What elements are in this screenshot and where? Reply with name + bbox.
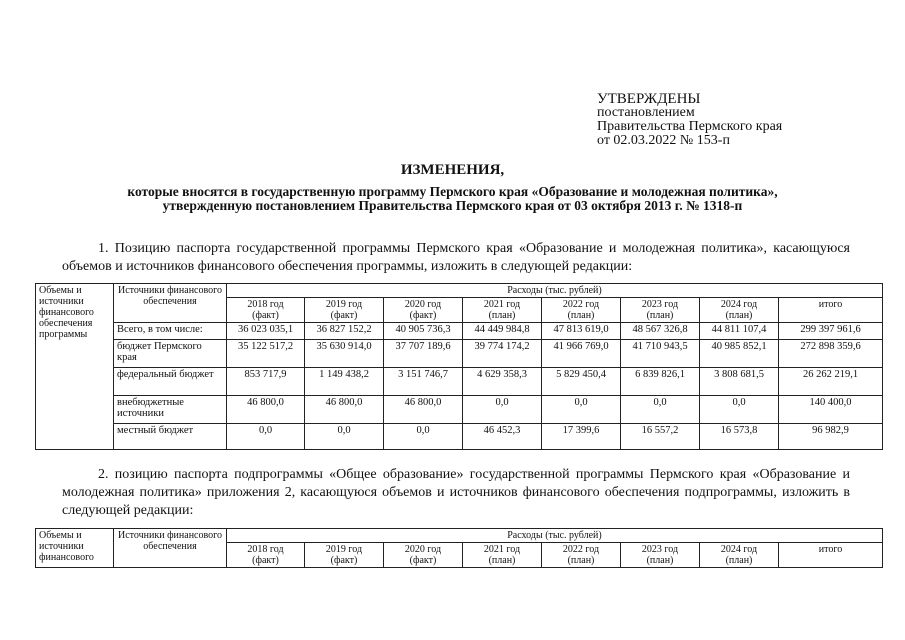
year-header — [621, 298, 700, 323]
approved-date-line: от 02.03.2022 № 153-п — [597, 133, 730, 148]
year-label: 2023 год — [641, 544, 679, 555]
table-cell: 41 710 943,5 — [621, 340, 700, 368]
table-cell: 44 449 984,8 — [463, 323, 542, 340]
year-kind: (план) — [646, 310, 674, 321]
table-header-row — [36, 284, 883, 298]
year-kind: (факт) — [252, 555, 279, 566]
table-cell: 5 829 450,4 — [542, 368, 621, 396]
financing-table-subprogram — [35, 528, 883, 568]
year-kind: (план) — [646, 555, 674, 566]
year-label: 2023 год — [641, 299, 679, 310]
table-cell: 35 630 914,0 — [305, 340, 384, 368]
table-cell: 0,0 — [305, 424, 384, 450]
document-subtitle — [0, 185, 905, 213]
approved-heading: УТВЕРЖДЕНЫ — [597, 91, 701, 107]
subtitle-line-2: утвержденную постановлением Правительства Пермского края от 03 октября 2013 г. № 1318-п — [162, 198, 743, 213]
table-cell: 48 567 326,8 — [621, 323, 700, 340]
year-header — [621, 543, 700, 568]
year-header — [384, 543, 463, 568]
year-label: 2018 год — [247, 544, 284, 555]
year-label: 2019 год — [325, 544, 363, 555]
table-cell: 272 898 359,6 — [779, 340, 883, 368]
row-label: бюджет Пермского края — [114, 340, 227, 368]
year-header — [463, 298, 542, 323]
table-cell: 40 905 736,3 — [384, 323, 463, 340]
table-cell: 16 557,2 — [621, 424, 700, 450]
year-label: 2022 год — [562, 544, 600, 555]
subtitle-line-1: которые вносятся в государственную программу Пермского края «Образование и молодежная политика», — [127, 184, 778, 199]
year-kind: (факт) — [252, 310, 279, 321]
year-label: 2024 год — [720, 544, 758, 555]
row-label: Всего, в том числе: — [114, 323, 227, 340]
table-cell: 16 573,8 — [700, 424, 779, 450]
table-row — [36, 396, 883, 424]
year-kind: (план) — [725, 310, 753, 321]
year-label: 2022 год — [562, 299, 600, 310]
year-header — [700, 298, 779, 323]
table-caption-cell: Объемы и источники финансового обеспечения программы — [36, 284, 114, 450]
table-cell: 47 813 619,0 — [542, 323, 621, 340]
table-cell: 0,0 — [227, 424, 305, 450]
approved-by-line: постановлением — [597, 105, 695, 120]
table-cell: 853 717,9 — [227, 368, 305, 396]
table-cell: 0,0 — [463, 396, 542, 424]
table-cell: 35 122 517,2 — [227, 340, 305, 368]
paragraph-2 — [62, 466, 850, 520]
year-header — [542, 543, 621, 568]
approved-authority-line: Правительства Пермского края — [597, 119, 783, 134]
table-row — [36, 424, 883, 450]
table-cell: 0,0 — [621, 396, 700, 424]
year-label: 2019 год — [325, 299, 363, 310]
year-header — [384, 298, 463, 323]
table-cell: 4 629 358,3 — [463, 368, 542, 396]
paragraph-1-text: 1. Позицию паспорта государственной программы Пермского края «Образование и молодежная политика», касающуюся объемов и источников финансового обеспечения программы, изложить в следующей редакции: — [62, 241, 850, 274]
year-header — [542, 298, 621, 323]
year-header — [227, 298, 305, 323]
table-caption-cell: Объемы и источники финансового — [36, 529, 114, 568]
year-header — [463, 543, 542, 568]
row-label: федеральный бюджет — [114, 368, 227, 396]
table-cell: 3 151 746,7 — [384, 368, 463, 396]
year-label: 2020 год — [404, 299, 442, 310]
table-cell: 1 149 438,2 — [305, 368, 384, 396]
year-kind: (факт) — [330, 555, 358, 566]
paragraph-1 — [62, 240, 850, 276]
expenses-header: Расходы (тыс. рублей) — [227, 529, 883, 543]
sources-header: Источники финансового обеспечения — [114, 284, 227, 323]
approval-stamp — [597, 92, 782, 148]
year-kind: (факт) — [409, 555, 437, 566]
table-row — [36, 323, 883, 340]
table-cell: 6 839 826,1 — [621, 368, 700, 396]
table-cell: 46 452,3 — [463, 424, 542, 450]
year-kind: (план) — [725, 555, 753, 566]
year-label: 2018 год — [247, 299, 284, 310]
paragraph-2-text: 2. позицию паспорта подпрограммы «Общее образование» государственной программы Пермского края «Образование и молодежная политика» приложения 2, касающуюся объемов и источников финансового обеспечения подпрограммы, изложить в следующей редакции: — [62, 467, 850, 518]
year-kind: (факт) — [409, 310, 437, 321]
year-label: 2020 год — [404, 544, 442, 555]
table-row — [36, 368, 883, 396]
table-cell: 96 982,9 — [779, 424, 883, 450]
table-cell: 17 399,6 — [542, 424, 621, 450]
year-header — [305, 543, 384, 568]
table-cell: 40 985 852,1 — [700, 340, 779, 368]
year-label: 2021 год — [483, 299, 521, 310]
total-header: итого — [779, 543, 883, 568]
row-label: внебюджетные источники — [114, 396, 227, 424]
table-cell: 26 262 219,1 — [779, 368, 883, 396]
table-row — [36, 340, 883, 368]
year-header — [700, 543, 779, 568]
year-header — [227, 543, 305, 568]
year-label: 2024 год — [720, 299, 758, 310]
table-cell: 46 800,0 — [227, 396, 305, 424]
table-cell: 46 800,0 — [384, 396, 463, 424]
table-cell: 0,0 — [542, 396, 621, 424]
expenses-header: Расходы (тыс. рублей) — [227, 284, 883, 298]
year-kind: (план) — [488, 555, 516, 566]
table-cell: 44 811 107,4 — [700, 323, 779, 340]
year-kind: (план) — [567, 555, 595, 566]
table-cell: 299 397 961,6 — [779, 323, 883, 340]
year-label: 2021 год — [483, 544, 521, 555]
financing-table-program — [35, 283, 883, 450]
table-cell: 0,0 — [384, 424, 463, 450]
table-cell: 37 707 189,6 — [384, 340, 463, 368]
document-title: ИЗМЕНЕНИЯ, — [400, 162, 505, 178]
table-cell: 36 827 152,2 — [305, 323, 384, 340]
table-cell: 140 400,0 — [779, 396, 883, 424]
sources-header: Источники финансового обеспечения — [114, 529, 227, 568]
table-cell: 0,0 — [700, 396, 779, 424]
table-header-row — [36, 529, 883, 543]
year-kind: (факт) — [330, 310, 358, 321]
year-kind: (план) — [567, 310, 595, 321]
total-header: итого — [779, 298, 883, 323]
table-cell: 39 774 174,2 — [463, 340, 542, 368]
table-cell: 41 966 769,0 — [542, 340, 621, 368]
table-cell: 46 800,0 — [305, 396, 384, 424]
table-cell: 3 808 681,5 — [700, 368, 779, 396]
table-cell: 36 023 035,1 — [227, 323, 305, 340]
row-label: местный бюджет — [114, 424, 227, 450]
year-kind: (план) — [488, 310, 516, 321]
year-header — [305, 298, 384, 323]
